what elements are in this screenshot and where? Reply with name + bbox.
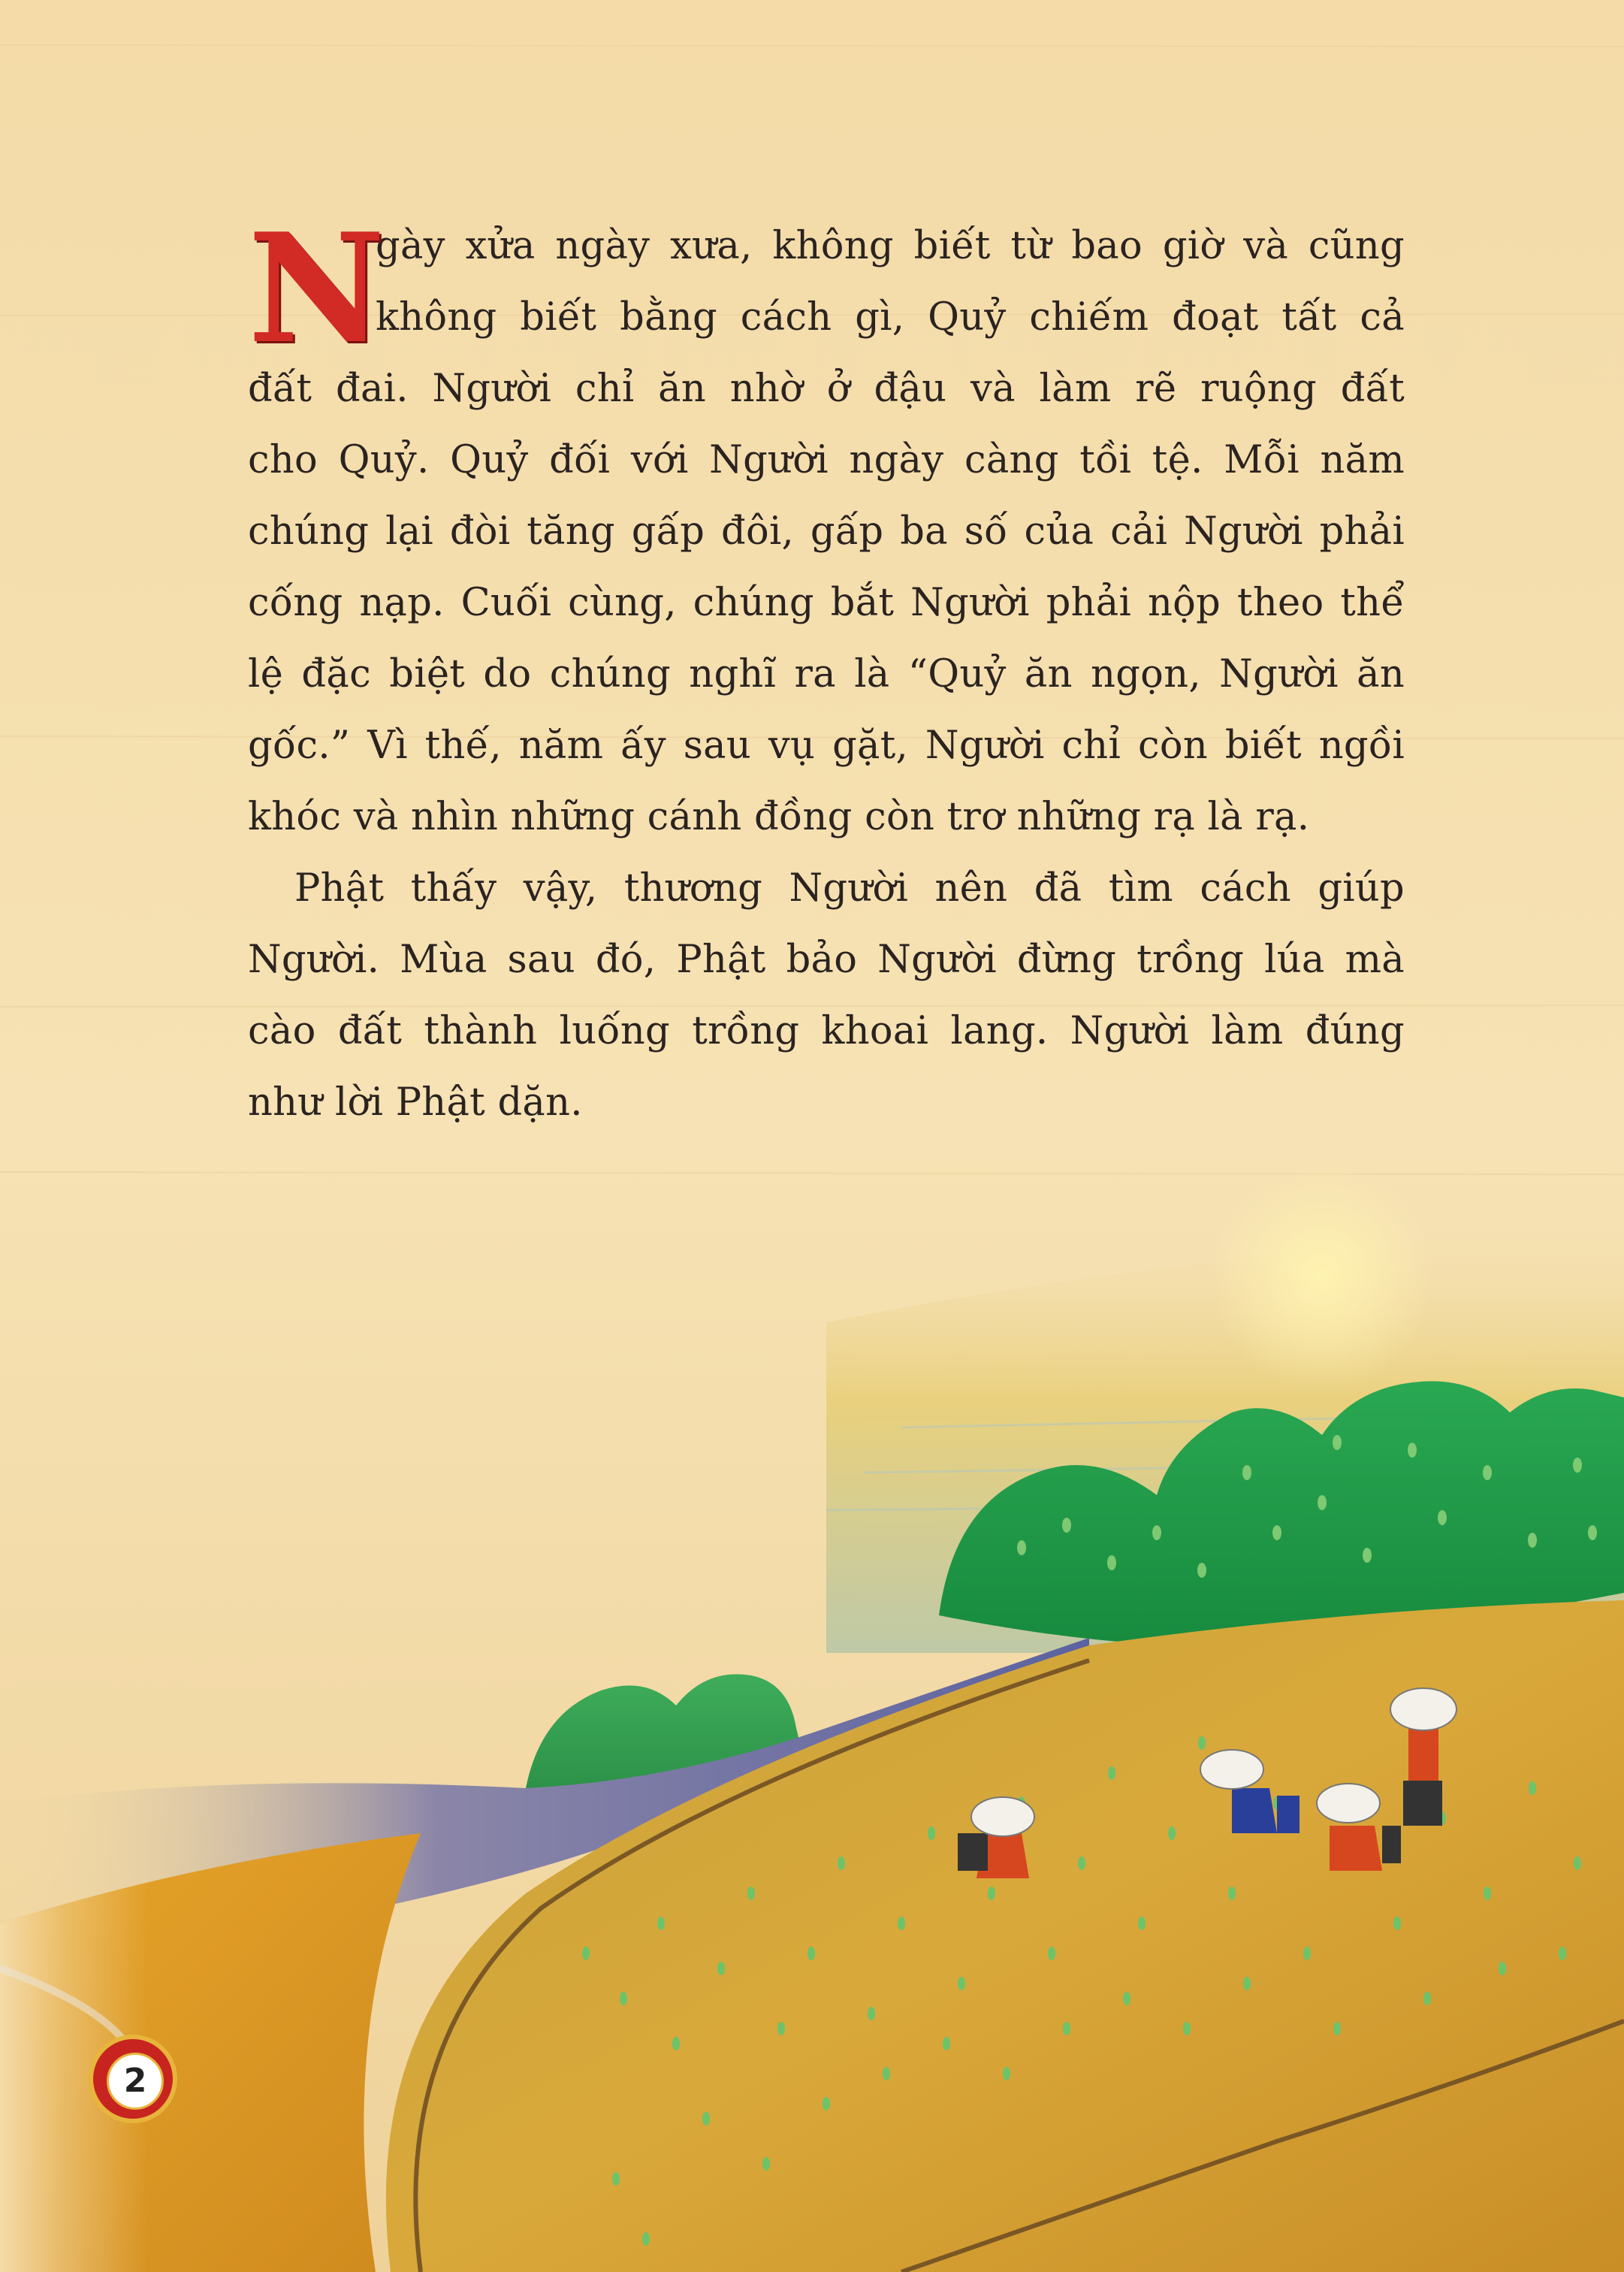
text-line: cho Quỷ. Quỷ đối với Người ngày càng tồi tệ. Mỗi năm: [248, 438, 1405, 482]
page-number-badge: [89, 2035, 177, 2123]
text-line: gày xửa ngày xưa, không biết từ bao giờ và cũng: [376, 224, 1405, 268]
text-line: gốc.” Vì thế, năm ấy sau vụ gặt, Người chỉ còn biết ngồi: [248, 724, 1405, 768]
drop-cap: N: [248, 201, 385, 377]
story-text: [248, 201, 1405, 1138]
text-line: đất đai. Người chỉ ăn nhờ ở đậu và làm rẽ ruộng đất: [248, 367, 1405, 411]
text-line: Phật thấy vậy, thương Người nên đã tìm cách giúp: [294, 866, 1405, 911]
text-line: cống nạp. Cuối cùng, chúng bắt Người phải nộp theo thể: [248, 581, 1405, 625]
paragraph-2: [248, 853, 1405, 1138]
paragraph-1: [248, 201, 1405, 853]
text-line: khóc và nhìn những cánh đồng còn trơ những rạ là rạ.: [248, 795, 1310, 839]
text-line: như lời Phật dặn.: [248, 1080, 583, 1125]
text-line: không biết bằng cách gì, Quỷ chiếm đoạt tất cả: [376, 295, 1405, 340]
text-line: cào đất thành luống trồng khoai lang. Người làm đúng: [248, 1009, 1405, 1053]
text-line: chúng lại đòi tăng gấp đôi, gấp ba số của cải Người phải: [248, 509, 1405, 554]
text-line: Người. Mùa sau đó, Phật bảo Người đừng trồng lúa mà: [248, 938, 1405, 982]
page-number: 2: [107, 2053, 164, 2110]
text-line: lệ đặc biệt do chúng nghĩ ra là “Quỷ ăn ngọn, Người ăn: [248, 652, 1405, 696]
